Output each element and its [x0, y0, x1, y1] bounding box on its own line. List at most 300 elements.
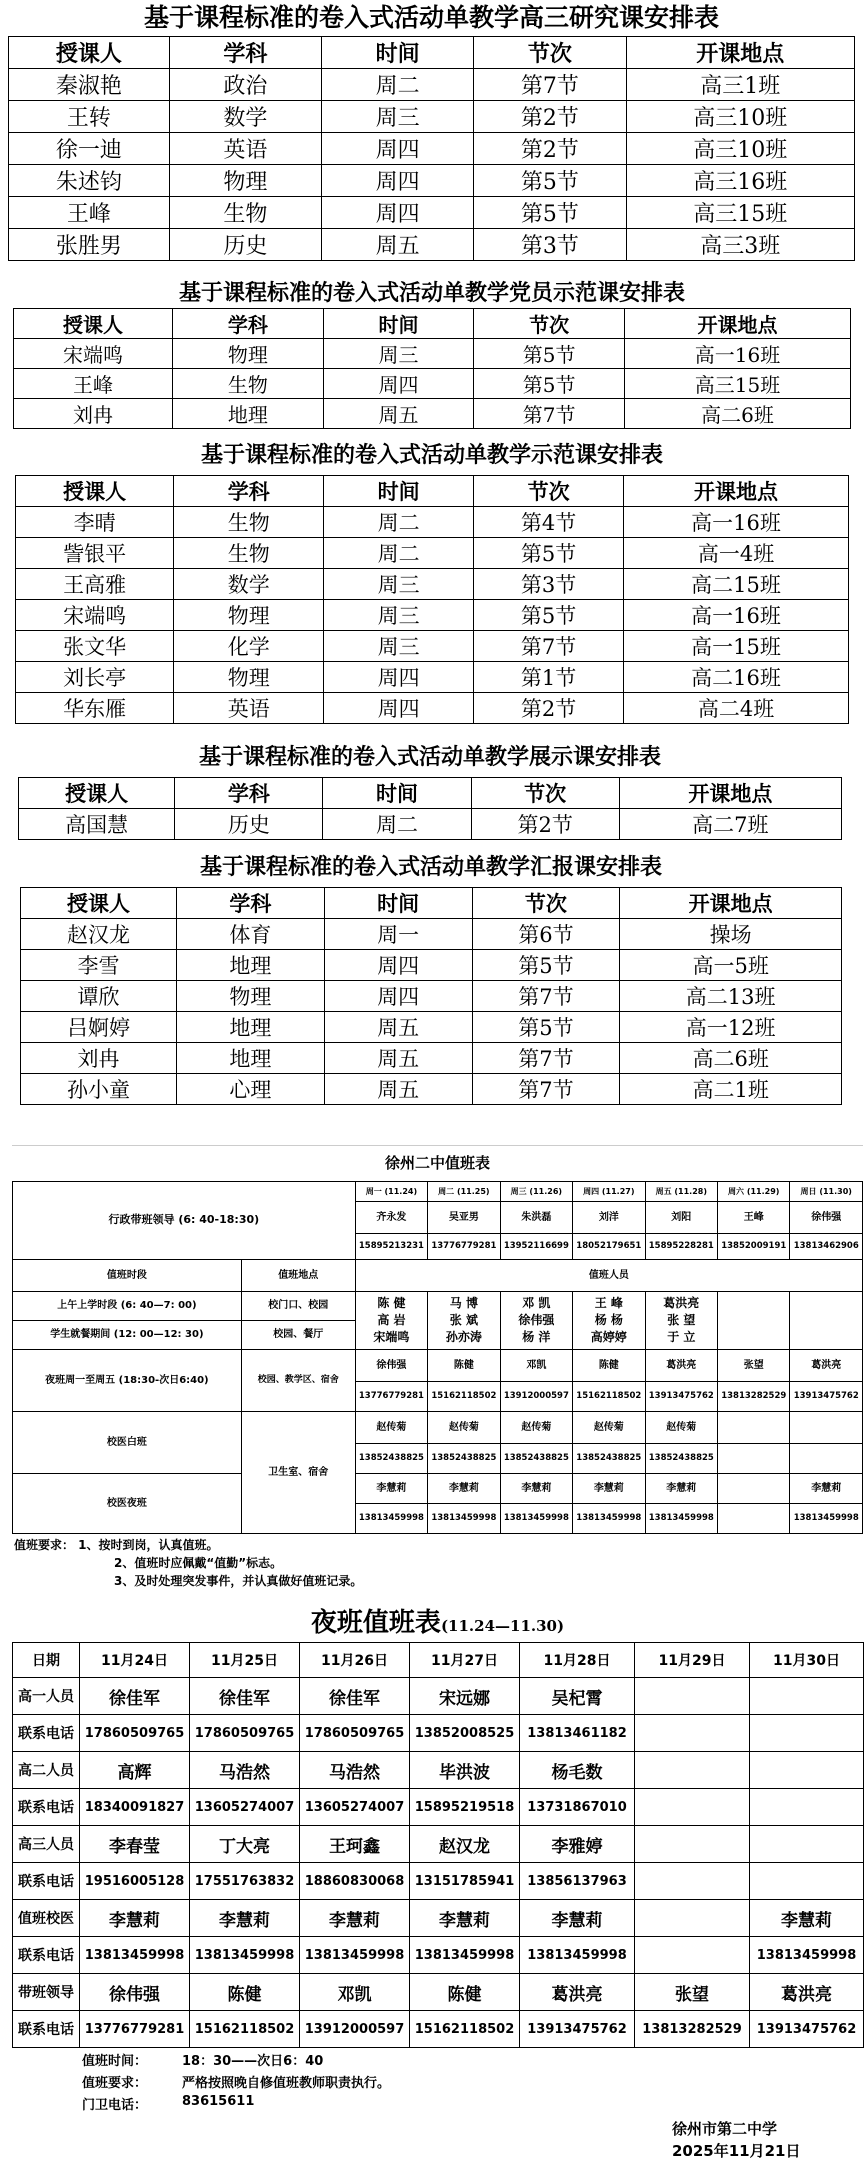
- day-header: 周二 (11.25): [428, 1182, 500, 1202]
- column-header: 节次: [474, 476, 624, 507]
- staff-name: 张 斌: [449, 1313, 478, 1327]
- doctor-phone: 13813459998: [645, 1504, 717, 1534]
- table-cell: 第5节: [472, 1012, 620, 1043]
- staff-name: 李慧莉: [520, 1900, 635, 1937]
- staff-name: 李慧莉: [80, 1900, 190, 1937]
- staff-name: 徐佳军: [190, 1678, 300, 1715]
- table-cell: 赵汉龙: [21, 919, 177, 950]
- night-subtitle: (11.24—11.30): [440, 1617, 565, 1635]
- column-header: 授课人: [14, 309, 173, 339]
- table-row: [13, 1678, 864, 1715]
- doctor-phone: 13813459998: [500, 1504, 572, 1534]
- doctor-phone: 13813459998: [428, 1504, 500, 1534]
- table-cell: 王转: [9, 101, 170, 133]
- night-duty: [12, 1604, 863, 2168]
- staff-phone: 17860509765: [190, 1715, 300, 1752]
- night-staff-name: 葛洪亮: [645, 1350, 717, 1382]
- staff-name: 马浩然: [190, 1752, 300, 1789]
- leader-name: 吴亚男: [428, 1202, 500, 1234]
- table-cell: 第5节: [474, 339, 625, 369]
- doctor-phone: 13852438825: [645, 1444, 717, 1474]
- duty-table: [12, 1181, 863, 1534]
- schedule-demonstration: [15, 435, 849, 724]
- staff-phone: 15162118502: [410, 2011, 520, 2048]
- staff-phone: 13913475762: [750, 2011, 864, 2048]
- staff-phone: 13813461182: [520, 1715, 635, 1752]
- table-cell: 周二: [322, 69, 474, 101]
- table-row: [9, 101, 855, 133]
- table-cell: 华东雁: [16, 693, 174, 724]
- doctor-night-label: 校医夜班: [13, 1474, 242, 1534]
- staff-name: 葛洪亮: [750, 1974, 864, 2011]
- table-cell: 张文华: [16, 631, 174, 662]
- gate-value: 83615611: [182, 2094, 255, 2109]
- column-header: 时间: [322, 37, 474, 69]
- header-row: [16, 476, 849, 507]
- table-cell: 物理: [174, 662, 324, 693]
- staff-cell: [573, 1292, 645, 1350]
- schedule-table: [18, 777, 842, 840]
- table-cell: 第7节: [472, 1074, 620, 1105]
- row-label: 高一人员: [13, 1678, 80, 1715]
- table-row: [13, 1715, 864, 1752]
- staff-name: 徐佳军: [300, 1678, 410, 1715]
- column-header: 节次: [474, 309, 625, 339]
- table-cell: 高一12班: [620, 1012, 842, 1043]
- table-row: [16, 662, 849, 693]
- staff-cell: [645, 1292, 717, 1350]
- table-row: [13, 1863, 864, 1900]
- column-header: 学科: [176, 888, 324, 919]
- doctor-phone: 13852438825: [355, 1444, 427, 1474]
- doctor-phone: [718, 1504, 790, 1534]
- table-cell: 地理: [173, 399, 324, 429]
- column-header: 开课地点: [626, 37, 854, 69]
- table-cell: 历史: [169, 229, 321, 261]
- staff-phone: 13852008525: [410, 1715, 520, 1752]
- date-header: 11月24日: [80, 1643, 190, 1678]
- table-cell: 操场: [620, 919, 842, 950]
- staff-cell: [428, 1292, 500, 1350]
- table-row: [13, 1292, 863, 1321]
- row-label: 联系电话: [13, 1715, 80, 1752]
- staff-name: 高婷婷: [590, 1330, 627, 1344]
- schedule-senior-research: [8, 0, 855, 261]
- day-header: 周一 (11.24): [355, 1182, 427, 1202]
- day-header: 周五 (11.28): [645, 1182, 717, 1202]
- table-cell: 周一: [324, 919, 472, 950]
- staff-cell: [790, 1292, 863, 1350]
- table-cell: 周三: [322, 101, 474, 133]
- table-row: [16, 569, 849, 600]
- staff-name: 于 立: [667, 1330, 696, 1344]
- table-cell: 生物: [169, 197, 321, 229]
- staff-name: 杨毛数: [520, 1752, 635, 1789]
- staff-name: [635, 1900, 750, 1937]
- place-label: 校门口、校园: [241, 1292, 355, 1321]
- staff-phone: 13813282529: [635, 2011, 750, 2048]
- table-cell: 高三3班: [626, 229, 854, 261]
- table-cell: 生物: [173, 369, 324, 399]
- table-row: [13, 1974, 864, 2011]
- staff-phone: 17551763832: [190, 1863, 300, 1900]
- staff-phone: 13813459998: [80, 1937, 190, 1974]
- table-cell: 物理: [176, 981, 324, 1012]
- table-row: [16, 631, 849, 662]
- table-cell: 周五: [324, 1012, 472, 1043]
- staff-name: 李春莹: [80, 1826, 190, 1863]
- table-cell: 周二: [323, 809, 471, 840]
- table-cell: 刘冉: [14, 399, 173, 429]
- column-header: 节次: [472, 888, 620, 919]
- table-row: [21, 950, 842, 981]
- table-cell: 物理: [173, 339, 324, 369]
- leader-phone: 13952116699: [500, 1234, 572, 1260]
- table-cell: 高一16班: [624, 507, 849, 538]
- table-row: [13, 1412, 863, 1444]
- table-cell: 宋端鸣: [14, 339, 173, 369]
- staff-name: 杨 洋: [522, 1330, 551, 1344]
- time-label: 值班时间：: [82, 2054, 148, 2069]
- staff-name: 孙亦涛: [445, 1330, 482, 1344]
- staff-phone: 13912000597: [300, 2011, 410, 2048]
- table-cell: 高二16班: [624, 662, 849, 693]
- doctor-phone: 13813459998: [573, 1504, 645, 1534]
- row-label: 联系电话: [13, 1937, 80, 1974]
- school-name: 徐州市第二中学: [672, 2120, 778, 2138]
- table-row: [16, 600, 849, 631]
- staff-name: 吴杞霄: [520, 1678, 635, 1715]
- table-row: [13, 1350, 863, 1382]
- table-cell: 谭欣: [21, 981, 177, 1012]
- table-cell: 秦淑艳: [9, 69, 170, 101]
- column-header: 开课地点: [620, 888, 842, 919]
- doctor-phone: 13813459998: [355, 1504, 427, 1534]
- table-cell: 政治: [169, 69, 321, 101]
- night-title-row: [12, 1604, 863, 1642]
- row-label: 值班校医: [13, 1900, 80, 1937]
- doctor-name: 李慧莉: [355, 1474, 427, 1504]
- staff-phone: 13605274007: [300, 1789, 410, 1826]
- table-row: [16, 693, 849, 724]
- staff-name: 徐伟强: [80, 1974, 190, 2011]
- day-header: 周三 (11.26): [500, 1182, 572, 1202]
- table-row: [21, 981, 842, 1012]
- place-label: 校园、教学区、宿舍: [241, 1350, 355, 1412]
- period-label: 学生就餐期间 (12: 00—12: 30): [13, 1321, 242, 1350]
- staff-phone: 18860830068: [300, 1863, 410, 1900]
- staff-name: 葛洪亮: [663, 1296, 700, 1310]
- leader-name: 齐永发: [355, 1202, 427, 1234]
- date-header: 11月29日: [635, 1643, 750, 1678]
- column-header: 授课人: [16, 476, 174, 507]
- column-header: 学科: [169, 37, 321, 69]
- staff-name: [750, 1678, 864, 1715]
- table-row: [9, 165, 855, 197]
- date-header: 11月30日: [750, 1643, 864, 1678]
- date-label: 日期: [13, 1643, 80, 1678]
- staff-cell: [355, 1292, 427, 1350]
- leader-name: 朱洪磊: [500, 1202, 572, 1234]
- staff-phone: [635, 1863, 750, 1900]
- table-cell: 第2节: [474, 133, 626, 165]
- requirement-line: 3、及时处理突发事件，并认真做好值班记录。: [114, 1574, 363, 1588]
- table-cell: 生物: [174, 507, 324, 538]
- table-row: [16, 507, 849, 538]
- table-row: [9, 133, 855, 165]
- issue-date: 2025年11月21日: [672, 2142, 801, 2160]
- staff-phone: 13813459998: [190, 1937, 300, 1974]
- table-cell: 高三1班: [626, 69, 854, 101]
- table-cell: 高二1班: [620, 1074, 842, 1105]
- table-cell: 高一16班: [624, 600, 849, 631]
- doctor-name: 赵传菊: [645, 1412, 717, 1444]
- doctor-phone: 13813459998: [790, 1504, 863, 1534]
- table-cell: 高二13班: [620, 981, 842, 1012]
- night-staff-phone: 13776779281: [355, 1382, 427, 1412]
- table-cell: 周二: [324, 507, 474, 538]
- table-cell: 第7节: [472, 981, 620, 1012]
- date-header: 11月28日: [520, 1643, 635, 1678]
- staff-phone: 13813459998: [750, 1937, 864, 1974]
- table-cell: 第7节: [472, 1043, 620, 1074]
- table-cell: 孙小童: [21, 1074, 177, 1105]
- table-row: [19, 809, 842, 840]
- staff-phone: 13856137963: [520, 1863, 635, 1900]
- period-header: 值班时段: [13, 1260, 242, 1292]
- table-cell: 第2节: [474, 693, 624, 724]
- table-cell: 第7节: [474, 69, 626, 101]
- night-staff-phone: 13912000597: [500, 1382, 572, 1412]
- staff-name: 杨 杨: [594, 1313, 623, 1327]
- row-label: 带班领导: [13, 1974, 80, 2011]
- table-row: [13, 1937, 864, 1974]
- table-cell: 地理: [176, 1043, 324, 1074]
- staff-name: 高辉: [80, 1752, 190, 1789]
- staff-phone: [635, 1937, 750, 1974]
- table-cell: 数学: [169, 101, 321, 133]
- table-cell: 周二: [324, 538, 474, 569]
- requirement-line: 2、值班时应佩戴“值勤”标志。: [114, 1556, 283, 1570]
- night-staff-name: 葛洪亮: [790, 1350, 863, 1382]
- table-cell: 周三: [323, 339, 474, 369]
- table-cell: 周五: [322, 229, 474, 261]
- night-staff-name: 陈健: [573, 1350, 645, 1382]
- table-row: [14, 339, 851, 369]
- doctor-phone: 13852438825: [573, 1444, 645, 1474]
- duty-title: 徐州二中值班表: [12, 1145, 863, 1181]
- night-staff-name: 邓凯: [500, 1350, 572, 1382]
- staff-name: [635, 1826, 750, 1863]
- table-row: [21, 1043, 842, 1074]
- leader-phone: 13776779281: [428, 1234, 500, 1260]
- table-cell: 周五: [324, 1043, 472, 1074]
- staff-phone: [635, 1715, 750, 1752]
- duty-requirements: [12, 1536, 863, 1590]
- night-staff-phone: 13813282529: [718, 1382, 790, 1412]
- table-cell: 高三10班: [626, 101, 854, 133]
- table-cell: 王峰: [9, 197, 170, 229]
- leader-phone: 13852009191: [718, 1234, 790, 1260]
- schedule-title: 基于课程标准的卷入式活动单教学示范课安排表: [200, 442, 663, 468]
- table-cell: 李晴: [16, 507, 174, 538]
- doctor-name: 赵传菊: [573, 1412, 645, 1444]
- day-header: 周四 (11.27): [573, 1182, 645, 1202]
- day-header: 周六 (11.29): [718, 1182, 790, 1202]
- table-cell: 高二6班: [620, 1043, 842, 1074]
- table-cell: 徐一迪: [9, 133, 170, 165]
- staff-name: 陈健: [190, 1974, 300, 2011]
- table-cell: 英语: [174, 693, 324, 724]
- staff-phone: [750, 1863, 864, 1900]
- staff-name: 赵汉龙: [410, 1826, 520, 1863]
- table-cell: 第3节: [474, 229, 626, 261]
- table-row: [13, 1474, 863, 1504]
- table-cell: 第2节: [471, 809, 619, 840]
- staff-phone: 13813459998: [520, 1937, 635, 1974]
- staff-name: 李慧莉: [750, 1900, 864, 1937]
- doctor-day-label: 校医白班: [13, 1412, 242, 1474]
- table-cell: 高三15班: [624, 369, 850, 399]
- table-cell: 吕婀婷: [21, 1012, 177, 1043]
- table-cell: 第5节: [474, 538, 624, 569]
- leader-name: 王峰: [718, 1202, 790, 1234]
- table-cell: 第5节: [472, 950, 620, 981]
- staff-name: 邓凯: [300, 1974, 410, 2011]
- table-cell: 第5节: [474, 369, 625, 399]
- date-header: 11月25日: [190, 1643, 300, 1678]
- staff-name: [635, 1678, 750, 1715]
- header-row: [19, 778, 842, 809]
- period-label: 夜班周一至周五 (18:30-次日6:40): [13, 1350, 242, 1412]
- table-row: [13, 1789, 864, 1826]
- staff-name: 宋远娜: [410, 1678, 520, 1715]
- staff-phone: 17860509765: [300, 1715, 410, 1752]
- staff-name: 高 岩: [377, 1313, 406, 1327]
- table-row: [21, 919, 842, 950]
- table-cell: 高一4班: [624, 538, 849, 569]
- leader-phone: 15895213231: [355, 1234, 427, 1260]
- table-row: [9, 229, 855, 261]
- requirement-line: 值班要求： 1、按时到岗，认真值班。: [14, 1538, 219, 1552]
- table-cell: 第1节: [474, 662, 624, 693]
- staff-name: 徐伟强: [518, 1313, 555, 1327]
- table-row: [13, 1182, 863, 1202]
- table-cell: 周三: [324, 631, 474, 662]
- staff-name: 张望: [635, 1974, 750, 2011]
- doctor-name: 赵传菊: [355, 1412, 427, 1444]
- table-cell: 周四: [322, 197, 474, 229]
- column-header: 节次: [471, 778, 619, 809]
- night-staff-name: 徐伟强: [355, 1350, 427, 1382]
- night-staff-phone: 13913475762: [645, 1382, 717, 1412]
- night-staff-name: 张望: [718, 1350, 790, 1382]
- table-cell: 高三10班: [626, 133, 854, 165]
- staff-phone: 13776779281: [80, 2011, 190, 2048]
- table-cell: 王峰: [14, 369, 173, 399]
- doctor-name: 李慧莉: [790, 1474, 863, 1504]
- column-header: 学科: [175, 778, 323, 809]
- staff-phone: 15162118502: [190, 2011, 300, 2048]
- table-row: [21, 1012, 842, 1043]
- table-cell: 高一15班: [624, 631, 849, 662]
- staff-name: 李慧莉: [190, 1900, 300, 1937]
- table-cell: 周四: [324, 981, 472, 1012]
- table-cell: 数学: [174, 569, 324, 600]
- doctor-phone: 13852438825: [500, 1444, 572, 1474]
- date-header: 11月27日: [410, 1643, 520, 1678]
- leader-name: 徐伟强: [790, 1202, 863, 1234]
- column-header: 时间: [324, 476, 474, 507]
- doctor-name: 李慧莉: [500, 1474, 572, 1504]
- night-staff-phone: 15162118502: [573, 1382, 645, 1412]
- duty-schedule: [12, 1145, 863, 1590]
- table-row: [13, 1900, 864, 1937]
- table-cell: 周五: [323, 399, 474, 429]
- row-label: 高三人员: [13, 1826, 80, 1863]
- night-staff-name: 陈健: [428, 1350, 500, 1382]
- schedule-table: [13, 308, 851, 429]
- table-cell: 周四: [324, 693, 474, 724]
- table-cell: 訾银平: [16, 538, 174, 569]
- table-cell: 王高雅: [16, 569, 174, 600]
- leader-name: 刘阳: [645, 1202, 717, 1234]
- doctor-phone: [790, 1444, 863, 1474]
- table-cell: 宋端鸣: [16, 600, 174, 631]
- night-title: 夜班值班表: [310, 1608, 441, 1638]
- date-header: 11月26日: [300, 1643, 410, 1678]
- staff-name: 宋端鸣: [373, 1330, 410, 1344]
- staff-phone: [750, 1715, 864, 1752]
- table-cell: 周四: [322, 133, 474, 165]
- table-row: [9, 197, 855, 229]
- table-cell: 心理: [176, 1074, 324, 1105]
- date-row: [13, 1643, 864, 1678]
- table-cell: 刘冉: [21, 1043, 177, 1074]
- staff-name: 马 博: [449, 1296, 478, 1310]
- staff-phone: 15895219518: [410, 1789, 520, 1826]
- table-row: [21, 1074, 842, 1105]
- header-row: [9, 37, 855, 69]
- table-cell: 高二15班: [624, 569, 849, 600]
- staff-name: 马浩然: [300, 1752, 410, 1789]
- table-row: [9, 69, 855, 101]
- night-footer: [12, 2048, 863, 2168]
- table-cell: 周五: [324, 1074, 472, 1105]
- table-row: [13, 1826, 864, 1863]
- staff-cell: [500, 1292, 572, 1350]
- row-label: 联系电话: [13, 1863, 80, 1900]
- staff-phone: 18340091827: [80, 1789, 190, 1826]
- schedule-table: [15, 475, 849, 724]
- leader-phone: 13813462906: [790, 1234, 863, 1260]
- staff-phone: 13813459998: [300, 1937, 410, 1974]
- header-row: [14, 309, 851, 339]
- table-cell: 第5节: [474, 197, 626, 229]
- staff-name: 陈 健: [377, 1296, 406, 1310]
- schedule-title: 基于课程标准的卷入式活动单教学党员示范课安排表: [178, 280, 685, 306]
- doctor-phone: 13852438825: [428, 1444, 500, 1474]
- column-header: 节次: [474, 37, 626, 69]
- staff-name: 张 望: [667, 1313, 696, 1327]
- row-label: 联系电话: [13, 2011, 80, 2048]
- column-header: 学科: [173, 309, 324, 339]
- staff-name: 陈健: [410, 1974, 520, 2011]
- staff-phone: 17860509765: [80, 1715, 190, 1752]
- time-value: 18：30——次日6：40: [182, 2054, 324, 2069]
- column-header: 授课人: [21, 888, 177, 919]
- staff-phone: [635, 1789, 750, 1826]
